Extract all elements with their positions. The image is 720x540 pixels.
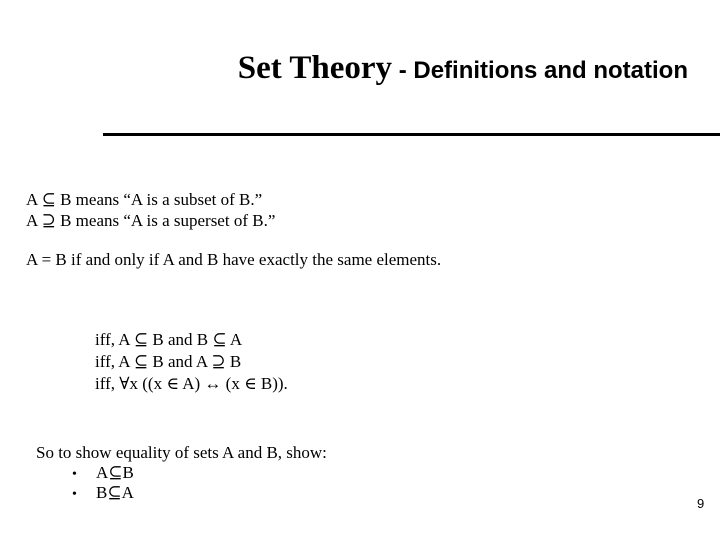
iff-line-2: iff, A ⊆ B and A ⊇ B — [95, 352, 242, 371]
equality-definition: A = B if and only if A and B have exactly the same elements. — [26, 250, 442, 269]
iff-line-1: iff, A ⊆ B and B ⊆ A — [95, 330, 243, 349]
bullet-item-2 — [72, 483, 134, 505]
bullet-icon: • — [72, 467, 77, 482]
bullet-item-1 — [72, 463, 134, 485]
superset-definition: A ⊇ B means “A is a superset of B.” — [26, 211, 276, 230]
bullet-text: A⊆B — [96, 463, 134, 482]
title-subtitle: - Definitions and notation — [392, 57, 688, 84]
title-main: Set Theory — [237, 50, 393, 86]
iff-line-3: iff, ∀x ((x ∈ A) ↔ (x ∈ B)). — [95, 374, 288, 393]
bullet-text: B⊆A — [96, 483, 134, 502]
slide-title — [238, 50, 688, 87]
subset-definition: A ⊆ B means “A is a subset of B.” — [26, 190, 263, 209]
title-underline — [103, 133, 720, 136]
bullet-icon: • — [72, 487, 77, 502]
show-equality-intro: So to show equality of sets A and B, show: — [36, 443, 327, 462]
page-number: 9 — [697, 496, 705, 511]
